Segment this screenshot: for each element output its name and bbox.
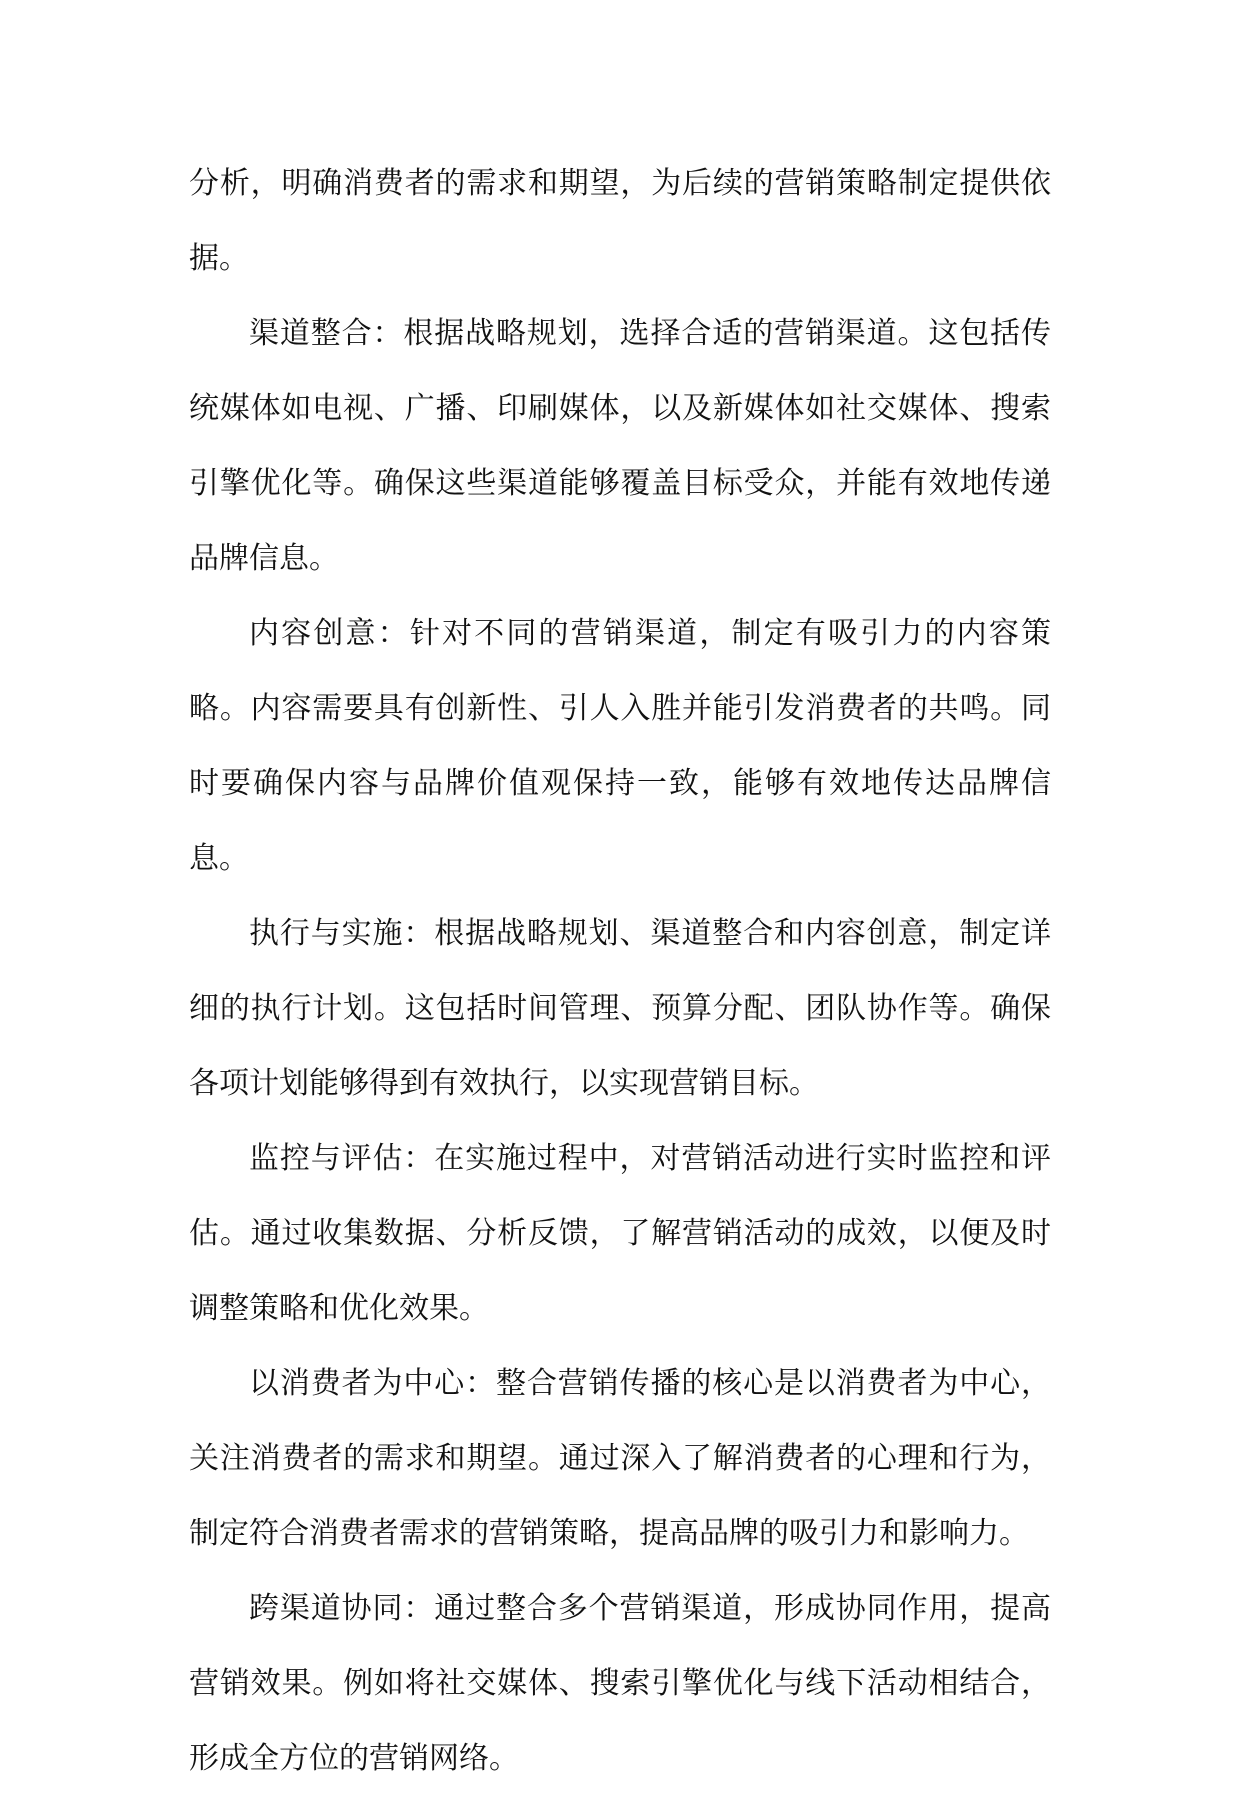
- paragraph-continuation: 分析，明确消费者的需求和期望，为后续的营销策略制定提供依据。: [189, 166, 1051, 276]
- paragraph-consumer-centric: 以消费者为中心：整合营销传播的核心是以消费者为中心，关注消费者的需求和期望。通过深入了解消费者的心理和行为，制定符合消费者需求的营销策略，提高品牌的吸引力和影响力。: [189, 1366, 1051, 1551]
- paragraph-monitoring: 监控与评估：在实施过程中，对营销活动进行实时监控和评估。通过收集数据、分析反馈，了解营销活动的成效，以便及时调整策略和优化效果。: [189, 1141, 1051, 1326]
- paragraph-content-creativity: 内容创意：针对不同的营销渠道，制定有吸引力的内容策略。内容需要具有创新性、引人入胜并能引发消费者的共鸣。同时要确保内容与品牌价值观保持一致，能够有效地传达品牌信息。: [189, 616, 1051, 876]
- paragraph-cross-channel: 跨渠道协同：通过整合多个营销渠道，形成协同作用，提高营销效果。例如将社交媒体、搜索引擎优化与线下活动相结合，形成全方位的营销网络。: [189, 1591, 1051, 1776]
- paragraph-execution: 执行与实施：根据战略规划、渠道整合和内容创意，制定详细的执行计划。这包括时间管理、预算分配、团队协作等。确保各项计划能够得到有效执行，以实现营销目标。: [189, 916, 1051, 1101]
- document-body: [189, 146, 1051, 1796]
- paragraph-channel-integration: 渠道整合：根据战略规划，选择合适的营销渠道。这包括传统媒体如电视、广播、印刷媒体，以及新媒体如社交媒体、搜索引擎优化等。确保这些渠道能够覆盖目标受众，并能有效地传递品牌信息。: [189, 316, 1051, 576]
